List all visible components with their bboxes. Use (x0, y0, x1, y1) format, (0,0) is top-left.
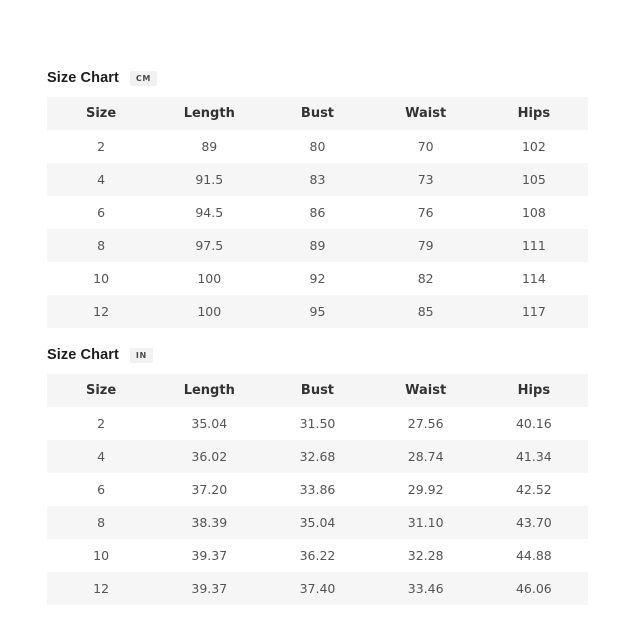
table-row (47, 295, 588, 328)
column-header: Length (155, 97, 263, 130)
table-cell: 32.28 (372, 539, 480, 572)
table-row (47, 473, 588, 506)
table-cell: 95 (263, 295, 371, 328)
section-title: Size Chart (47, 70, 119, 86)
table-cell: 35.04 (155, 407, 263, 440)
table-cell: 36.02 (155, 440, 263, 473)
table-cell: 43.70 (480, 506, 588, 539)
size-table-cm (47, 97, 588, 328)
table-cell: 12 (47, 295, 155, 328)
table-cell: 2 (47, 407, 155, 440)
column-header: Hips (480, 97, 588, 130)
table-cell: 80 (263, 130, 371, 163)
table-cell: 39.37 (155, 572, 263, 605)
table-cell: 42.52 (480, 473, 588, 506)
column-header: Length (155, 374, 263, 407)
table-cell: 44.88 (480, 539, 588, 572)
table-cell: 36.22 (263, 539, 371, 572)
column-header: Size (47, 374, 155, 407)
table-header-row (47, 97, 588, 130)
table-cell: 85 (372, 295, 480, 328)
table-cell: 40.16 (480, 407, 588, 440)
section-header-in (47, 345, 588, 365)
table-cell: 46.06 (480, 572, 588, 605)
table-cell: 10 (47, 539, 155, 572)
table-cell: 32.68 (263, 440, 371, 473)
unit-badge-cm: CM (130, 71, 157, 86)
table-cell: 27.56 (372, 407, 480, 440)
table-cell: 91.5 (155, 163, 263, 196)
table-cell: 4 (47, 163, 155, 196)
table-cell: 86 (263, 196, 371, 229)
column-header: Bust (263, 374, 371, 407)
table-row (47, 130, 588, 163)
table-row (47, 440, 588, 473)
table-cell: 6 (47, 473, 155, 506)
size-chart-section-in (47, 345, 588, 605)
table-row (47, 196, 588, 229)
table-cell: 105 (480, 163, 588, 196)
table-cell: 29.92 (372, 473, 480, 506)
section-divider-space (47, 328, 588, 345)
table-cell: 8 (47, 229, 155, 262)
table-cell: 4 (47, 440, 155, 473)
table-cell: 100 (155, 295, 263, 328)
table-cell: 76 (372, 196, 480, 229)
column-header: Waist (372, 97, 480, 130)
table-row (47, 572, 588, 605)
table-cell: 83 (263, 163, 371, 196)
column-header: Waist (372, 374, 480, 407)
table-row (47, 539, 588, 572)
table-row (47, 163, 588, 196)
table-header-row (47, 374, 588, 407)
table-cell: 89 (263, 229, 371, 262)
table-cell: 35.04 (263, 506, 371, 539)
table-cell: 31.50 (263, 407, 371, 440)
table-cell: 37.20 (155, 473, 263, 506)
table-cell: 73 (372, 163, 480, 196)
table-cell: 38.39 (155, 506, 263, 539)
table-cell: 108 (480, 196, 588, 229)
section-title: Size Chart (47, 347, 119, 363)
table-cell: 100 (155, 262, 263, 295)
section-header-cm (47, 68, 588, 88)
size-table-in (47, 374, 588, 605)
table-cell: 89 (155, 130, 263, 163)
column-header: Bust (263, 97, 371, 130)
table-row (47, 262, 588, 295)
table-row (47, 407, 588, 440)
table-cell: 33.86 (263, 473, 371, 506)
table-row (47, 506, 588, 539)
table-cell: 82 (372, 262, 480, 295)
table-cell: 111 (480, 229, 588, 262)
table-cell: 102 (480, 130, 588, 163)
table-cell: 94.5 (155, 196, 263, 229)
table-cell: 28.74 (372, 440, 480, 473)
table-cell: 97.5 (155, 229, 263, 262)
unit-badge-in: IN (130, 348, 153, 363)
table-cell: 117 (480, 295, 588, 328)
table-cell: 10 (47, 262, 155, 295)
table-cell: 79 (372, 229, 480, 262)
table-cell: 33.46 (372, 572, 480, 605)
table-cell: 41.34 (480, 440, 588, 473)
table-cell: 114 (480, 262, 588, 295)
column-header: Size (47, 97, 155, 130)
table-cell: 92 (263, 262, 371, 295)
table-cell: 2 (47, 130, 155, 163)
table-cell: 70 (372, 130, 480, 163)
column-header: Hips (480, 374, 588, 407)
table-cell: 31.10 (372, 506, 480, 539)
size-chart-section-cm (47, 68, 588, 328)
table-cell: 8 (47, 506, 155, 539)
table-cell: 12 (47, 572, 155, 605)
table-cell: 39.37 (155, 539, 263, 572)
table-row (47, 229, 588, 262)
table-cell: 37.40 (263, 572, 371, 605)
table-cell: 6 (47, 196, 155, 229)
